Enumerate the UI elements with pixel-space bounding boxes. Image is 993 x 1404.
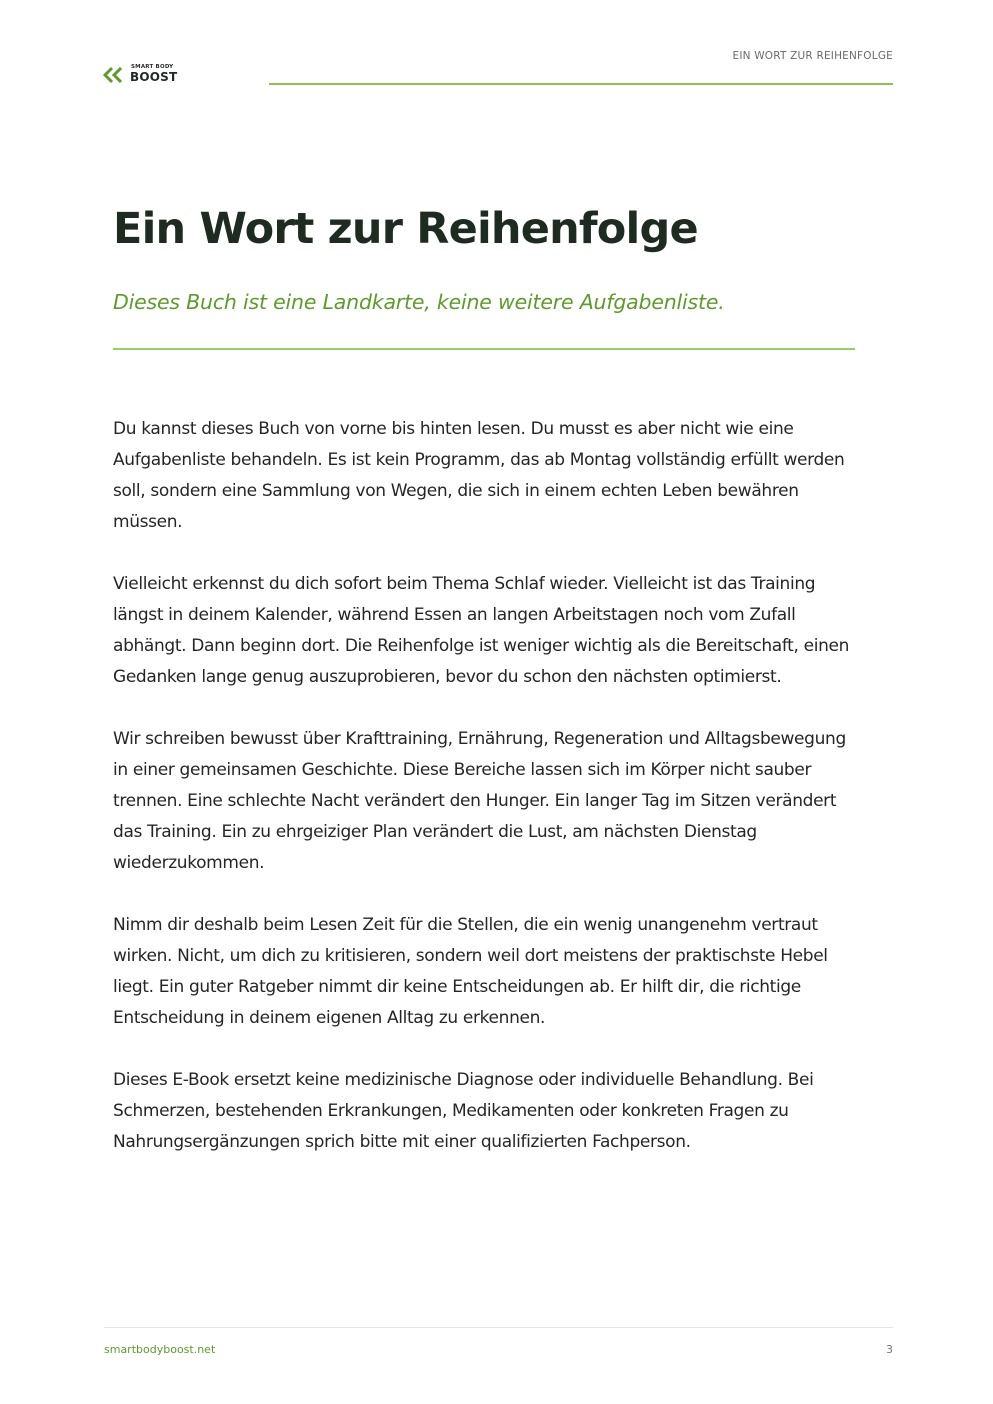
paragraph: Nimm dir deshalb beim Lesen Zeit für die Stellen, die ein wenig unangenehm vertraut wirken. Nicht, um dich zu kritisieren, sondern weil dort meistens der praktischste Hebel liegt. Ein guter Ratgeber nimmt dir keine Entscheidungen ab. Er hilft dir, die richtige Entscheidung in deinem eigenen Alltag zu erkennen. — [113, 915, 828, 1028]
paragraph: Vielleicht erkennst du dich sofort beim Thema Schlaf wieder. Vielleicht ist das Training längst in deinem Kalender, während Essen an langen Arbeitstagen noch vom Zufall abhängt. Dann beginn dort. Die Reihenfolge ist weniger wichtig als die Bereitschaft, einen Gedanken lange genug auszuprobieren, bevor du schon den nächsten optimierst. — [113, 574, 850, 687]
brand-logo — [102, 64, 182, 86]
logo-small-text: SMART BODY — [131, 64, 174, 70]
paragraph: Dieses E-Book ersetzt keine medizinische Diagnose oder individuelle Behandlung. Bei Schmerzen, bestehenden Erkrankungen, Medikamenten oder konkreten Fragen zu Nahrungsergänzungen sprich bitte mit einer qualifizierten Fachperson. — [113, 1070, 814, 1152]
page-subtitle: Dieses Buch ist eine Landkarte, keine weitere Aufgabenliste. — [113, 290, 725, 314]
paragraph: Wir schreiben bewusst über Krafttraining, Ernährung, Regeneration und Alltagsbewegung in einer gemeinsamen Geschichte. Diese Bereiche lassen sich im Körper nicht sauber trennen. Eine schlechte Nacht verändert den Hunger. Ein langer Tag im Sitzen verändert das Training. Ein zu ehrgeiziger Plan verändert die Lust, am nächsten Dienstag wiederzukommen. — [113, 729, 846, 873]
body-text — [113, 414, 861, 1189]
footer-url: smartbodyboost.net — [104, 1343, 216, 1356]
logo-big-text: BOOST — [130, 70, 178, 84]
running-head: EIN WORT ZUR REIHENFOLGE — [732, 50, 893, 62]
title-divider — [113, 348, 855, 350]
footer-divider — [104, 1327, 893, 1328]
header-divider — [269, 83, 893, 85]
page-number: 3 — [886, 1343, 893, 1356]
page-title: Ein Wort zur Reihenfolge — [113, 204, 698, 254]
paragraph: Du kannst dieses Buch von vorne bis hinten lesen. Du musst es aber nicht wie eine Aufgabenliste behandeln. Es ist kein Programm, das ab Montag vollständig erfüllt werden soll, sondern eine Sammlung von Wegen, die sich in einem echten Leben bewähren müssen. — [113, 419, 845, 532]
double-chevron-left-icon — [102, 66, 126, 84]
